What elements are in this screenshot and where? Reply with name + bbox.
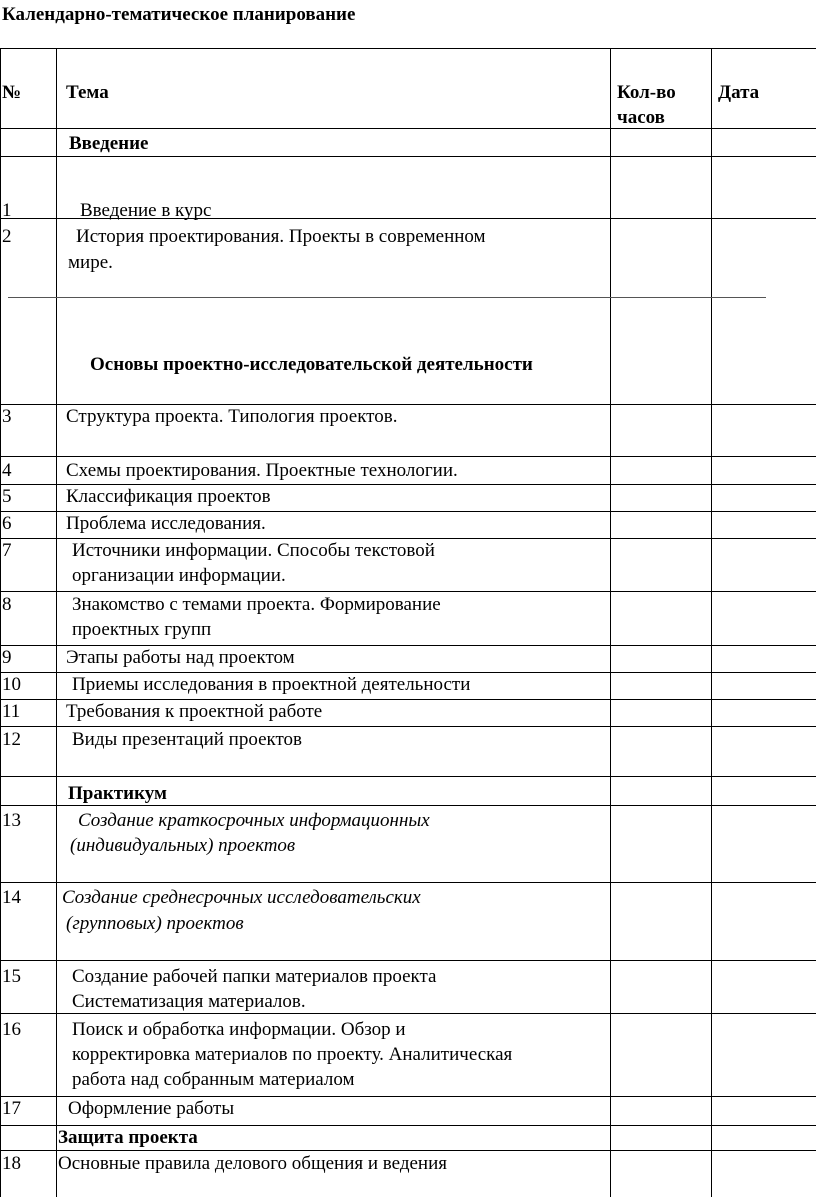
row-number: 2 [2,226,12,247]
row-topic: Систематизация материалов. [72,991,306,1012]
row-topic: Основные правила делового общения и ведения [58,1153,447,1174]
header-hours-line2: часов [617,107,665,128]
row-number: 17 [2,1098,21,1119]
row-number: 12 [2,729,21,750]
row-topic: (индивидуальных) проектов [70,835,296,856]
section-title: Введение [69,133,149,154]
row-topic: корректировка материалов по проекту. Аналитическая [72,1044,513,1065]
row-topic: (групповых) проектов [66,913,244,934]
row-topic: организации информации. [72,565,286,586]
header-num: № [2,82,22,103]
row-number: 6 [2,513,12,534]
row-topic: Требования к проектной работе [66,701,323,722]
row-number: 15 [2,966,21,987]
row-topic: Схемы проектирования. Проектные технологии. [66,460,458,481]
header-date: Дата [718,82,760,103]
row-number: 7 [2,540,12,561]
section-title: Практикум [68,783,167,804]
column-divider-hours [711,48,712,1197]
row-line [0,776,816,777]
row-number: 3 [2,406,12,427]
row-topic: Приемы исследования в проектной деятельности [72,674,471,695]
row-topic: Проблема исследования. [66,513,266,534]
row-number: 1 [2,200,12,221]
row-topic: Создание среднесрочных исследовательских [62,887,421,908]
row-topic: Поиск и обработка информации. Обзор и [72,1019,406,1040]
row-number: 13 [2,810,21,831]
row-topic: работа над собранным материалом [72,1069,355,1090]
row-number: 10 [2,674,21,695]
row-topic: Создание краткосрочных информационных [78,810,430,831]
row-line [0,456,816,457]
section-title: Защита проекта [58,1127,198,1148]
row-topic: Создание рабочей папки материалов проекта [72,966,437,987]
header-topic: Тема [66,82,109,103]
row-number: 5 [2,486,12,507]
row-number: 18 [2,1153,21,1174]
row-topic: Знакомство с темами проекта. Формирование [72,594,441,615]
row-number: 4 [2,460,12,481]
row-line [0,960,816,961]
row-topic: Виды презентаций проектов [72,729,303,750]
column-divider-topic [610,48,611,1197]
row-number: 11 [2,701,21,722]
row-topic: Оформление работы [68,1098,235,1119]
header-hours-line1: Кол-во [617,82,676,103]
row-topic: Структура проекта. Типология проектов. [66,406,398,427]
row-topic: Введение в курс [80,200,212,221]
row-number: 16 [2,1019,21,1040]
row-number: 14 [2,887,21,908]
row-topic: мире. [68,252,113,273]
row-number: 8 [2,594,12,615]
section-title: Основы проектно-исследовательской деятельности [90,354,533,375]
row-topic: Источники информации. Способы текстовой [72,540,435,561]
row-line [0,882,816,883]
row-topic: Классификация проектов [66,486,271,507]
page-title: Календарно-тематическое планирование [2,4,356,25]
table-border-left [0,48,1,1197]
row-number: 9 [2,647,12,668]
column-divider-num [56,48,57,1197]
row-line [0,128,816,129]
row-line [0,48,816,49]
row-topic: проектных групп [72,619,212,640]
row-topic: Этапы работы над проектом [66,647,295,668]
row-topic: История проектирования. Проекты в современном [76,226,486,247]
row-line [8,297,766,298]
